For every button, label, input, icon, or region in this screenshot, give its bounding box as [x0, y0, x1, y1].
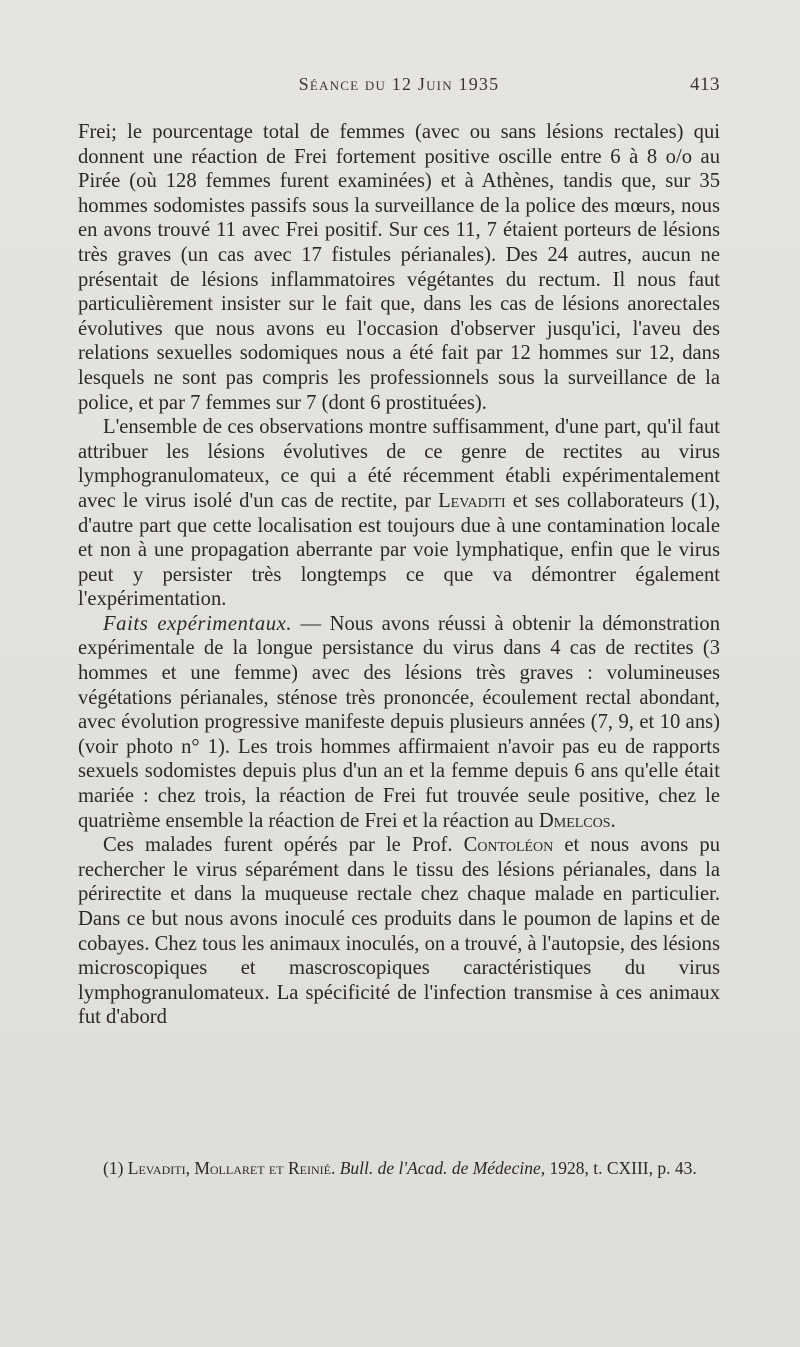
- body-text: [78, 120, 720, 1030]
- paragraph-2-text-b: et ses collaborateurs (1), d'autre part que cette localisation est toujours due à une contamination locale et non à une propagation aberrante par voie lymphatique, enfin que le virus peut y persister très longtemps ce que va démontrer également l'expérimentation.: [78, 489, 720, 611]
- section-lead: Faits expérimentaux.: [103, 612, 293, 635]
- page-number: 413: [690, 74, 720, 95]
- paragraph-2: [78, 415, 720, 612]
- paragraph-2-text-a: L'ensemble de ces observations montre suffisamment, d'une part, qu'il faut attribuer les lésions évolutives de ce genre de rectites au virus lymphogranulomateux, ce qui a été récemment établi expérimentalement avec le virus isolé d'un cas de rectite, par: [78, 416, 720, 512]
- page-header: [78, 74, 720, 102]
- footnote: [78, 1157, 720, 1180]
- footnote-ref: 1928, t. CXIII, p. 43.: [549, 1158, 697, 1178]
- running-head: Séance du 12 Juin 1935: [298, 74, 500, 94]
- paragraph-4: [78, 833, 720, 1030]
- paragraph-4-text-a: Ces malades furent opérés par le Prof.: [103, 834, 453, 857]
- footnote-marker: (1): [103, 1158, 124, 1178]
- paragraph-4-text-b: et nous avons pu rechercher le virus séparément dans le tissu des lésions périanales, dans la périrectite et dans la muqueuse rectale chez chaque malade en particulier. Dans ce but nous avons inoculé ces produits dans le poumon de lapins et de cobayes. Chez tous les animaux inoculés, on a trouvé, à l'autopsie, des lésions microscopiques et mascroscopiques caractéristiques du virus lymphogranulomateux. La spécificité de l'infection transmise à ces animaux fut d'abord: [78, 834, 720, 1029]
- paragraph-3: [78, 612, 720, 833]
- paragraph-3-end: .: [610, 809, 616, 832]
- test-name-dmelcos: Dmelcos: [538, 809, 611, 832]
- footnote-authors: Levaditi, Mollaret et Reinié.: [127, 1158, 336, 1178]
- author-name-levaditi: Levaditi: [438, 489, 506, 512]
- paragraph-1: Frei; le pourcentage total de femmes (avec ou sans lésions rectales) qui donnent une réaction de Frei fortement positive oscille entre 6 à 8 o/o au Pirée (où 128 femmes furent examinées) et à Athènes, tandis que, sur 35 hommes sodomistes passifs sous la surveillance de la police des mœurs, nous en avons trouvé 11 avec Frei positif. Sur ces 11, 7 étaient porteurs de lésions très graves (un cas avec 17 fistules périanales). Des 24 autres, aucun ne présentait de lésions inflammatoires végétantes du rectum. Il nous faut particulièrement insister sur le fait que, dans les cas de lésions anorectales évolutives que nous avons eu l'occasion d'observer jusqu'ici, l'aveu des relations sexuelles sodomiques nous a été fait par 12 hommes sur 12, dans lesquels ne sont pas compris les professionnels sous la surveillance de la police, et par 7 femmes sur 7 (dont 6 prostituées).: [78, 121, 720, 414]
- footnote-journal: Bull. de l'Acad. de Médecine,: [339, 1158, 546, 1178]
- paragraph-3-text: — Nous avons réussi à obtenir la démonstration expérimentale de la longue persistance du virus dans 4 cas de rectites (3 hommes et une femme) avec des lésions très graves : volumineuses végétations périanales, sténose très prononcée, écoulement rectal abondant, avec évolution progressive manifeste depuis plusieurs années (7, 9, et 10 ans) (voir photo n° 1). Les trois hommes affirmaient n'avoir pas eu de rapports sexuels sodomistes depuis plus d'un an et la femme depuis 6 ans qu'elle était mariée : chez trois, la réaction de Frei fut trouvée seule positive, chez le quatrième ensemble la réaction de Frei et la réaction au: [78, 612, 721, 832]
- author-name-contoleon: Contoléon: [463, 834, 554, 857]
